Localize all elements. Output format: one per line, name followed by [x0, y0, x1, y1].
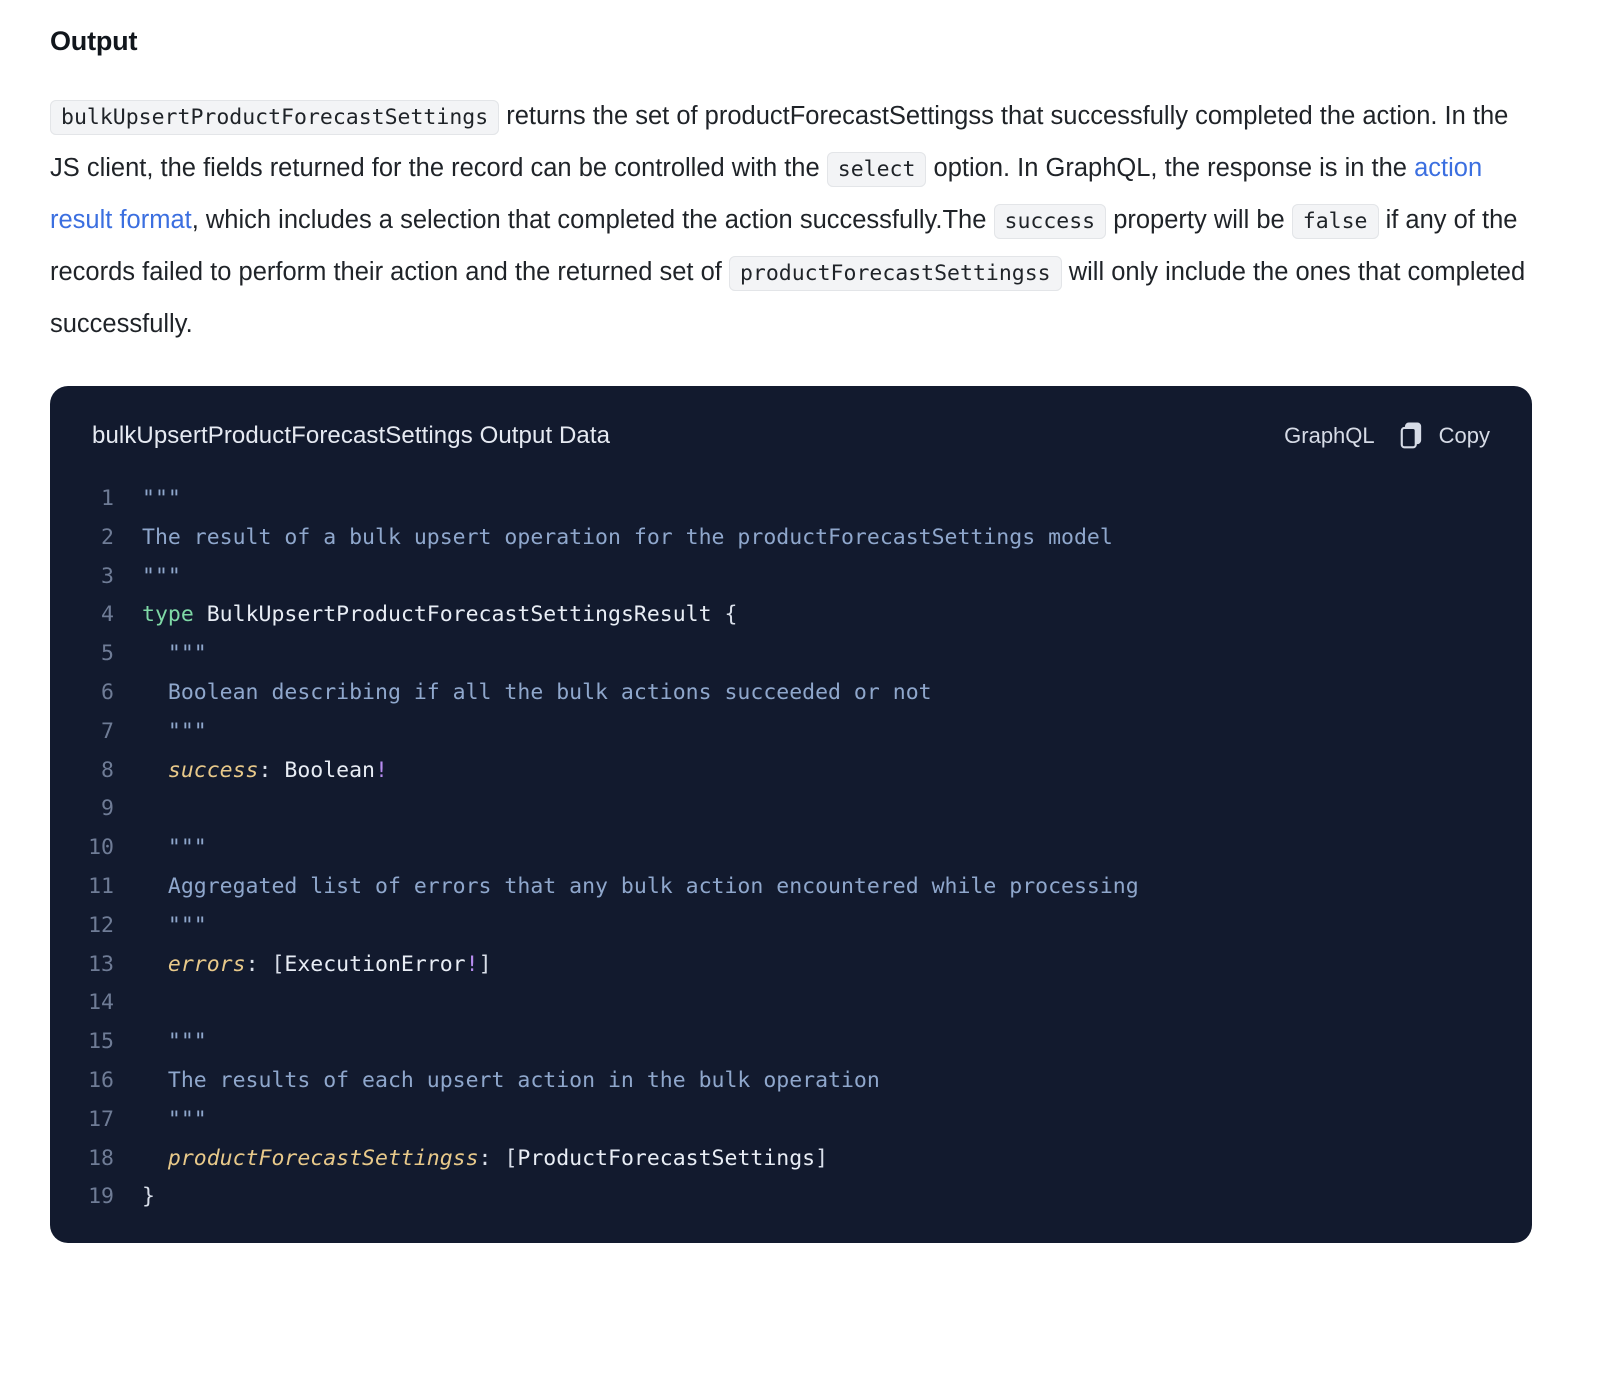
code-token: Boolean [284, 757, 375, 783]
inline-code-select: select [827, 152, 927, 187]
code-line [50, 1178, 1532, 1217]
line-content [142, 596, 737, 635]
page-title: Output [50, 26, 138, 56]
line-content [142, 829, 207, 868]
code-token: ] [478, 951, 492, 977]
output-description [50, 91, 1530, 350]
code-line [50, 1101, 1532, 1140]
line-content [142, 868, 1139, 907]
code-line [50, 1023, 1532, 1062]
line-number: 16 [88, 1067, 114, 1093]
line-content [142, 907, 207, 946]
code-token: The results of each upsert action in the bulk operation [142, 1067, 880, 1093]
copy-button-label: Copy [1438, 423, 1490, 448]
code-line [50, 868, 1532, 907]
line-content [142, 519, 1113, 558]
code-token: BulkUpsertProductForecastSettingsResult [206, 602, 712, 628]
code-token: success [142, 757, 259, 783]
line-number: 9 [101, 796, 114, 822]
code-token: """ [142, 1029, 207, 1055]
line-content [142, 1101, 207, 1140]
code-line [50, 713, 1532, 752]
line-number: 13 [88, 951, 114, 977]
code-line [50, 907, 1532, 946]
line-number: 12 [88, 912, 114, 938]
code-token: The result of a bulk upsert operation for the productForecastSettings model [142, 524, 1113, 550]
line-number: 2 [101, 524, 114, 550]
copy-button[interactable] [1397, 420, 1492, 452]
code-token: """ [142, 1106, 207, 1132]
code-content[interactable] [50, 470, 1532, 1217]
line-content [142, 1062, 880, 1101]
code-block-card [50, 386, 1532, 1243]
line-content [142, 946, 492, 985]
code-line [50, 635, 1532, 674]
description-text-2: option. In GraphQL, the response is in the [926, 154, 1415, 182]
action-result-format-link[interactable]: action result format [50, 154, 1483, 234]
code-token: ProductForecastSettings [517, 1145, 816, 1171]
line-content [142, 558, 181, 597]
code-block-header [50, 386, 1532, 470]
line-number: 19 [88, 1184, 114, 1210]
code-token: """ [142, 486, 181, 511]
code-line [50, 946, 1532, 985]
line-number: 15 [88, 1029, 114, 1055]
line-number: 3 [101, 563, 114, 589]
line-number: 1 [101, 486, 114, 511]
code-line [50, 1140, 1532, 1179]
line-number: 7 [101, 718, 114, 744]
line-number: 17 [88, 1106, 114, 1132]
inline-code-action-name: bulkUpsertProductForecastSettings [50, 100, 499, 135]
code-token: : [245, 951, 272, 977]
line-content [142, 674, 932, 713]
line-number: 18 [88, 1145, 114, 1171]
description-text-1: returns the set of productForecastSettingss that successfully completed the action. In the JS client, the fields returned for the record can be controlled with the [50, 102, 1509, 182]
code-line [50, 1062, 1532, 1101]
line-number: 5 [101, 641, 114, 667]
code-token: Boolean describing if all the bulk actions succeeded or not [142, 679, 932, 705]
code-token: """ [142, 718, 207, 744]
code-token: """ [142, 563, 181, 589]
inline-code-false: false [1292, 204, 1379, 239]
code-block-title: bulkUpsertProductForecastSettings Output Data [92, 422, 611, 449]
description-text-4: property will be [1106, 206, 1292, 234]
line-content [142, 752, 388, 791]
code-token: } [142, 1184, 155, 1210]
code-line [50, 558, 1532, 597]
code-token: ExecutionError [284, 951, 466, 977]
code-line [50, 480, 1532, 519]
line-number: 8 [101, 757, 114, 783]
line-number: 10 [88, 835, 114, 861]
code-token: [ [271, 951, 285, 977]
code-token: productForecastSettingss [142, 1145, 479, 1171]
line-content [142, 1140, 828, 1179]
code-token: [ [504, 1145, 518, 1171]
code-line [50, 829, 1532, 868]
code-token: ] [815, 1145, 829, 1171]
code-token: Aggregated list of errors that any bulk action encountered while processing [142, 873, 1139, 899]
line-number: 14 [88, 990, 114, 1016]
inline-code-model-plural: productForecastSettingss [729, 256, 1062, 291]
line-content [142, 480, 181, 519]
code-line [50, 519, 1532, 558]
code-token: type [142, 602, 207, 628]
code-language-label: GraphQL [1284, 423, 1375, 448]
code-token: """ [142, 912, 207, 938]
code-token: : [478, 1145, 505, 1171]
code-token: ! [375, 757, 388, 783]
line-content [142, 1023, 207, 1062]
line-number: 6 [101, 679, 114, 705]
description-text-5: if any of the records failed to perform their action and the returned set of [50, 206, 1518, 286]
code-line [50, 752, 1532, 791]
line-content [142, 713, 207, 752]
code-token: errors [142, 951, 246, 977]
code-line [50, 596, 1532, 635]
code-token: : [258, 757, 285, 783]
code-token: ! [465, 951, 479, 977]
line-number: 4 [101, 602, 114, 628]
code-token: """ [142, 641, 207, 667]
code-block-actions [1284, 420, 1492, 452]
line-number: 11 [88, 873, 114, 899]
code-line [50, 984, 1532, 1023]
code-token: { [711, 602, 738, 628]
code-line [50, 790, 1532, 829]
line-content [142, 1178, 155, 1217]
line-content [142, 635, 207, 674]
description-text-3: , which includes a selection that completed the action successfully.The [191, 206, 994, 234]
description-text-6: will only include the ones that completed successfully. [50, 258, 1526, 338]
copy-icon [1399, 422, 1425, 450]
code-line [50, 674, 1532, 713]
inline-code-success: success [994, 204, 1107, 239]
code-token: """ [142, 835, 207, 861]
